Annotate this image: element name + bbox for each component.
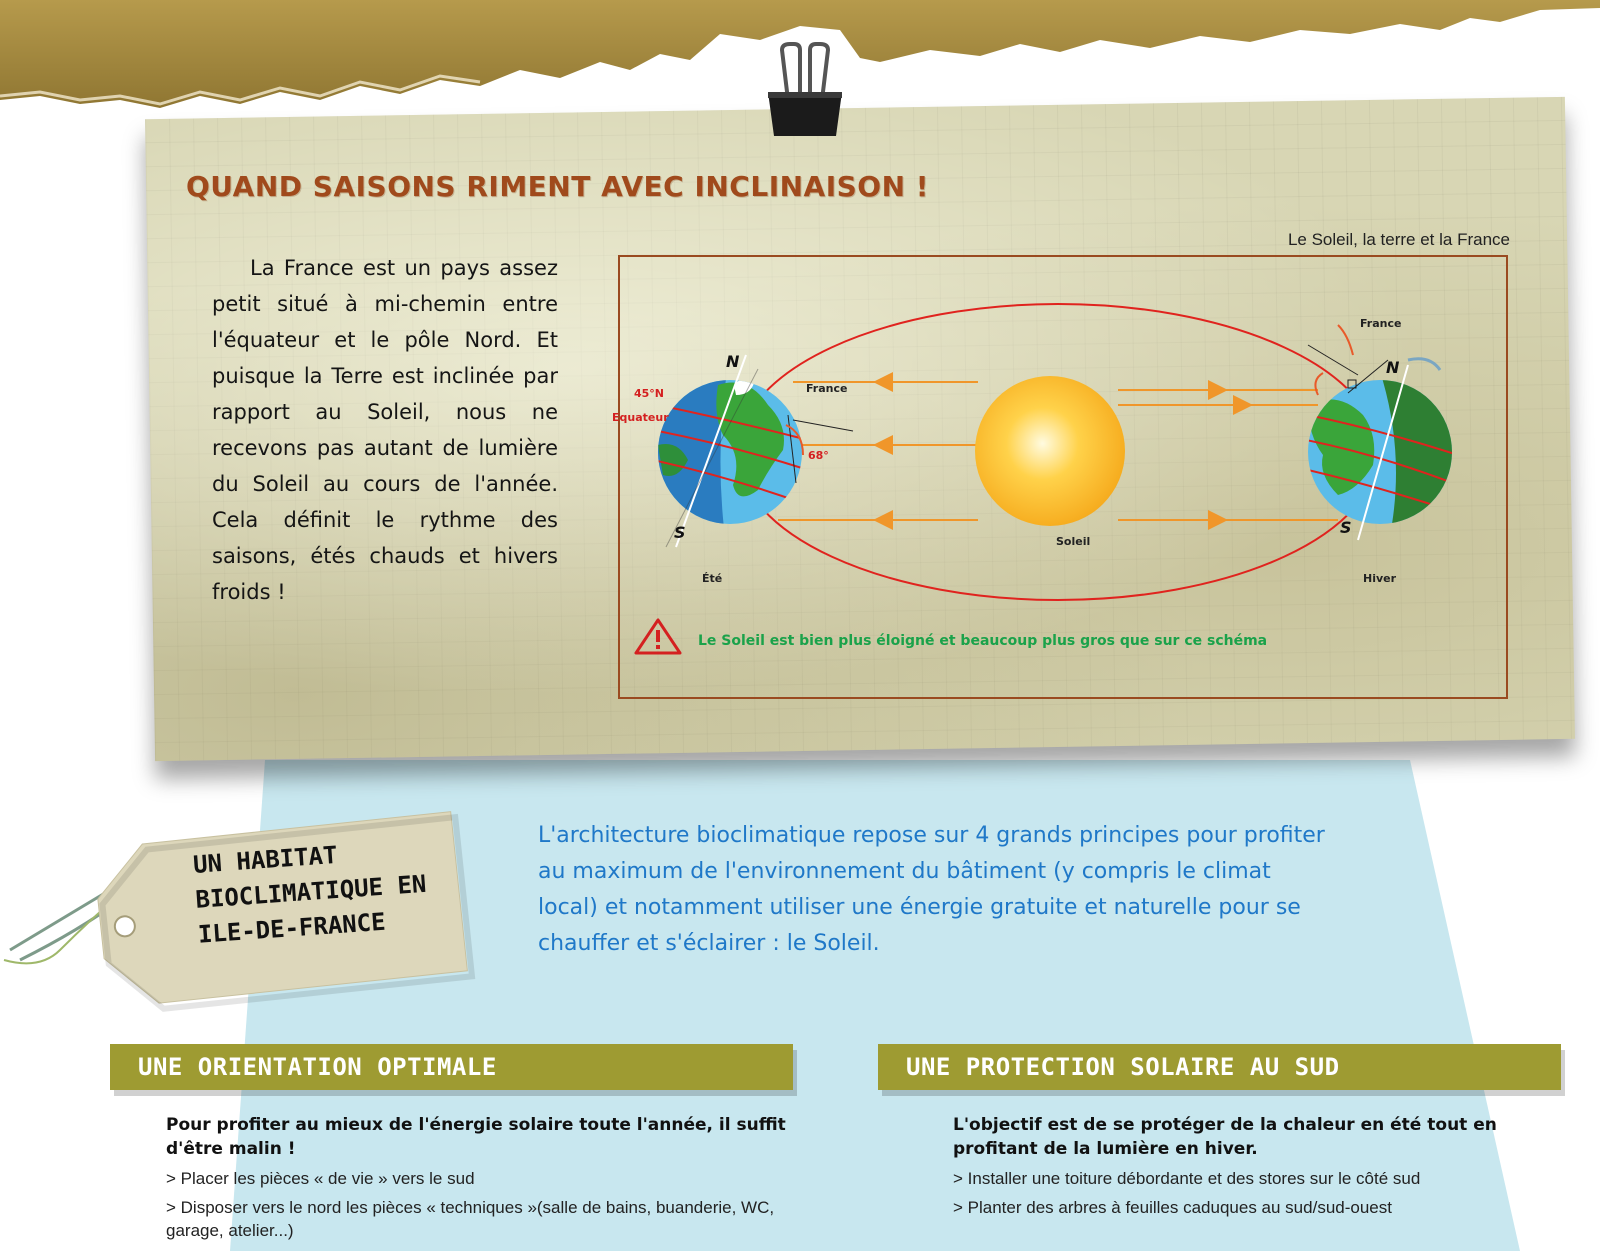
- earth-winter: [1298, 325, 1468, 545]
- binder-clip-icon: [760, 40, 850, 140]
- france-label-right: France: [1360, 317, 1402, 330]
- angle-label: 68°: [808, 449, 829, 462]
- north-label-right: N: [1386, 358, 1400, 377]
- orientation-bullet: > Placer les pièces « de vie » vers le sud: [166, 1169, 475, 1188]
- winter-label: Hiver: [1363, 572, 1397, 585]
- france-label-left: France: [806, 382, 848, 395]
- card-title: QUAND SAISONS RIMENT AVEC INCLINAISON !: [186, 170, 930, 203]
- warning-icon: [636, 620, 680, 653]
- orientation-section: [166, 1113, 806, 1242]
- tag-title: UN HABITAT BIOCLIMATIQUE EN ILE-DE-FRANCE: [192, 840, 428, 949]
- protection-lead: L'objectif est de se protéger de la chaleur en été tout en profitant de la lumière en hiver.: [953, 1115, 1497, 1159]
- principles-paragraph: L'architecture bioclimatique repose sur 4 grands principes pour profiter au maximum de l'environnement du bâtiment (y compris le climat local) et notamment utiliser une énergie gratuite et naturelle pour se chauffer et s'éclairer : le Soleil.: [538, 823, 1325, 956]
- protection-bullet: > Planter des arbres à feuilles caduques au sud/sud-ouest: [953, 1198, 1392, 1217]
- south-label-left: S: [674, 523, 686, 542]
- sun: [975, 376, 1125, 526]
- diagram-caption: Le Soleil, la terre et la France: [1287, 230, 1510, 249]
- equator-label: Equateur: [612, 411, 669, 424]
- south-label-right: S: [1340, 518, 1352, 537]
- orientation-lead: Pour profiter au mieux de l'énergie solaire toute l'année, il suffit d'être malin !: [166, 1115, 786, 1159]
- intro-paragraph: La France est un pays assez petit situé à mi-chemin entre l'équateur et le pôle Nord. Et puisque la Terre est inclinée par rapport au Soleil, nous ne recevons pas autant de lumière du Soleil au cours de l'année. Cela définit le rythme des saisons, étés chauds et hivers froids !: [212, 256, 558, 604]
- orientation-bullet: > Disposer vers le nord les pièces « techniques »(salle de bains, buanderie, WC, garage, atelier...): [166, 1198, 775, 1240]
- warning-text: Le Soleil est bien plus éloigné et beaucoup plus gros que sur ce schéma: [698, 633, 1268, 649]
- latitude-label: 45°N: [634, 387, 665, 400]
- sun-earth-diagram: [612, 255, 1508, 699]
- north-label-left: N: [726, 352, 740, 371]
- protection-bullet: > Installer une toiture débordante et des stores sur le côté sud: [953, 1169, 1421, 1188]
- summer-label: Été: [702, 572, 723, 585]
- section-banner-protection: UNE PROTECTION SOLAIRE AU SUD: [878, 1044, 1561, 1090]
- protection-section: [953, 1113, 1543, 1219]
- section-banner-orientation: UNE ORIENTATION OPTIMALE: [110, 1044, 793, 1090]
- sun-label: Soleil: [1056, 535, 1091, 548]
